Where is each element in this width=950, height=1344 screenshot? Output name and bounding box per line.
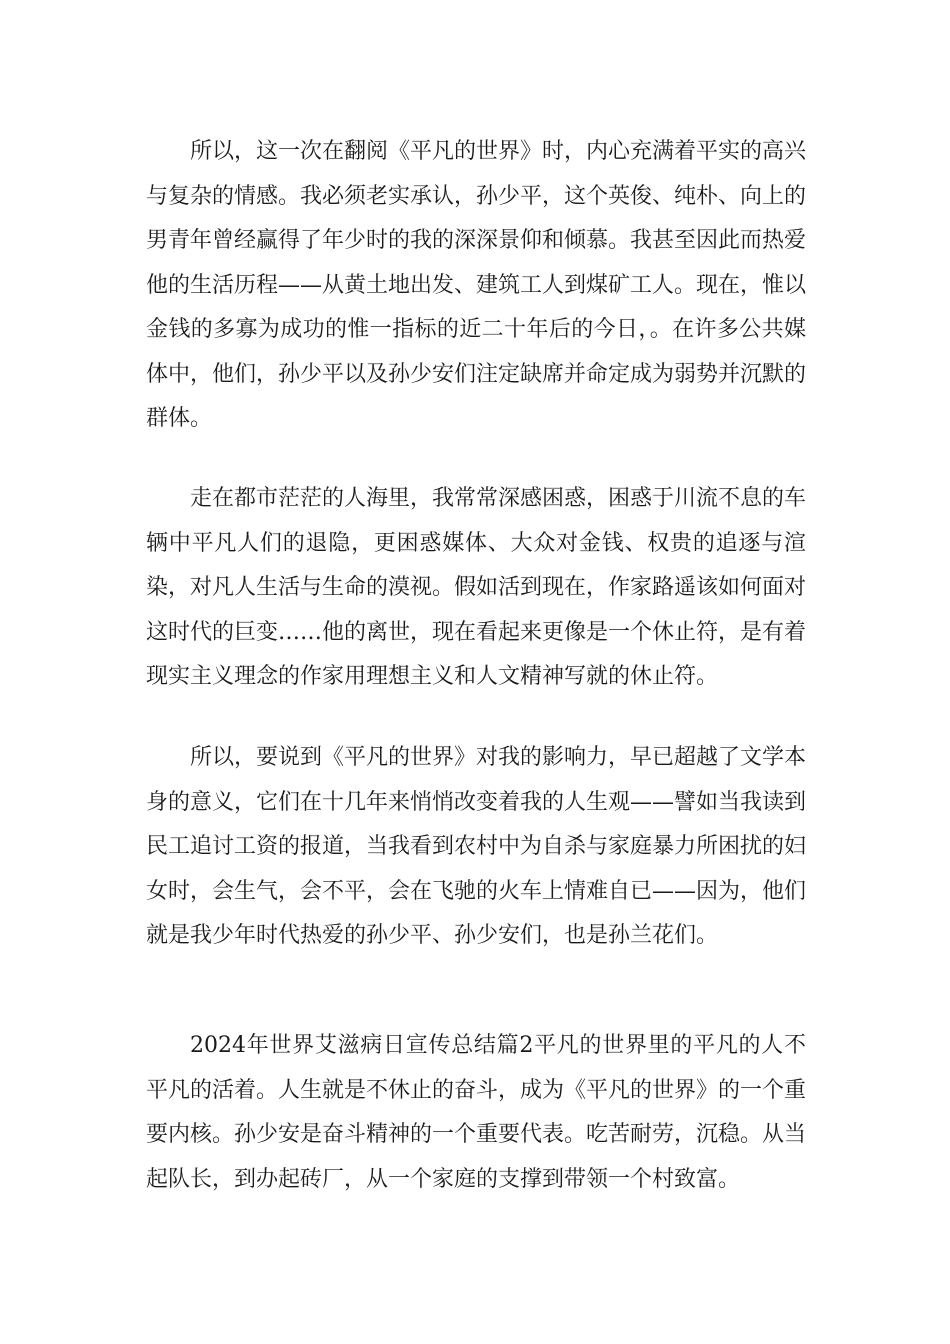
body-paragraph: 所以，要说到《平凡的世界》对我的影响力，早已超越了文学本身的意义，它们在十几年来悄悄改变着我的人生观——譬如当我读到民工追讨工资的报道，当我看到农村中为自杀与家庭暴力所困扰的妇女时，会生气，会不平，会在飞驰的火车上情难自已——因为，他们就是我少年时代热爱的孙少平、孙少安们，也是孙兰花们。 — [146, 745, 807, 948]
body-paragraph: 所以，这一次在翻阅《平凡的世界》时，内心充满着平实的高兴与复杂的情感。我必须老实承认，孙少平，这个英俊、纯朴、向上的男青年曾经赢得了年少时的我的深深景仰和倾慕。我甚至因此而热爱他的生活历程——从黄土地出发、建筑工人到煤矿工人。现在，惟以金钱的多寡为成功的惟一指标的近二十年后的今日，。在许多公共媒体中，他们，孙少平以及孙少安们注定缺席并命定成为弱势并沉默的群体。 — [146, 139, 807, 431]
body-paragraph: 走在都市茫茫的人海里，我常常深感困惑，困惑于川流不息的车辆中平凡人们的退隐，更困惑媒体、大众对金钱、权贵的追逐与渲染，对凡人生活与生命的漠视。假如活到现在，作家路遥该如何面对这时代的巨变……他的离世，现在看起来更像是一个休止符，是有着现实主义理念的作家用理想主义和人文精神写就的休止符。 — [146, 486, 807, 689]
body-paragraph: 2024年世界艾滋病日宣传总结篇2平凡的世界里的平凡的人不平凡的活着。人生就是不休止的奋斗，成为《平凡的世界》的一个重要内核。孙少安是奋斗精神的一个重要代表。吃苦耐劳，沉稳。从当起队长，到办起砖厂，从一个家庭的支撑到带领一个村致富。 — [146, 1033, 807, 1192]
